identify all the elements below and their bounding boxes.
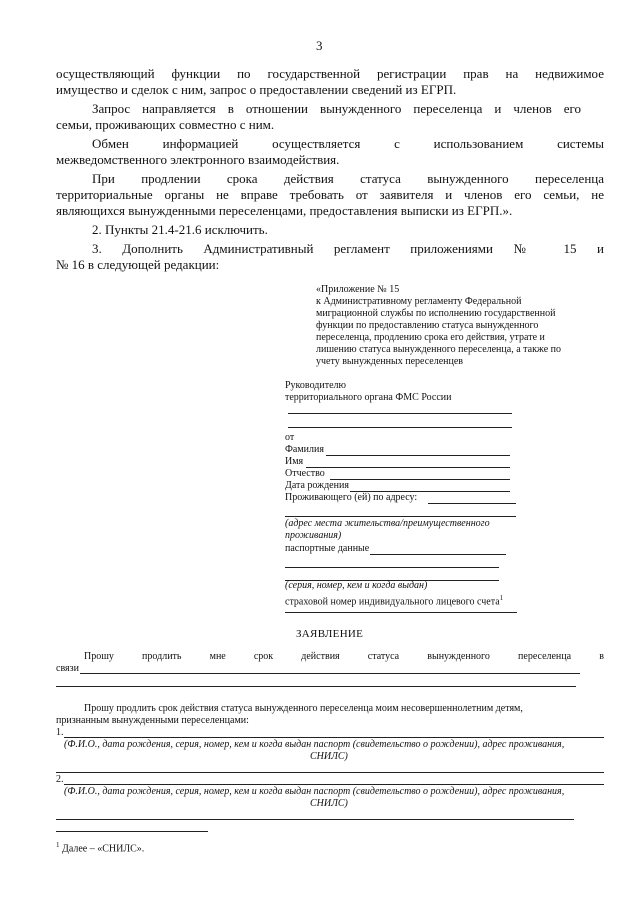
child-fill-line: [64, 784, 604, 785]
statement-word: переселенца: [518, 651, 572, 662]
statement-title: ЗАЯВЛЕНИЕ: [296, 628, 364, 640]
child-fill-line: [64, 737, 604, 738]
appendix-line: к Административному регламенту Федеральной: [316, 296, 522, 307]
appendix-line: переселенца, продлению срока его действия, утрате и: [316, 332, 545, 343]
surname-line: [326, 455, 510, 456]
footnote: [56, 839, 144, 855]
statement-p2: Прошу продлить срок действия статуса вынужденного переселенца моим несовершеннолетним детям,: [84, 703, 523, 714]
child-note: (Ф.И.О., дата рождения, серия, номер, кем и когда выдан паспорт (свидетельство о рождении), адрес проживания,: [64, 739, 565, 750]
footnote-mark: 1: [56, 841, 60, 849]
from-label: от: [285, 432, 295, 443]
body-line: являющихся вынужденными переселенцами, предоставления выписки из ЕГРП.».: [56, 203, 513, 218]
statement-word: продлить: [142, 651, 182, 662]
child-item-number: 2.: [56, 774, 64, 785]
passport-line: [370, 554, 506, 555]
passport-line: [285, 567, 499, 568]
patronymic-line: [330, 479, 510, 480]
statement-fill-line: [80, 673, 580, 674]
child-fill-line: [56, 772, 604, 773]
page-number: 3: [316, 38, 323, 53]
patronymic-label: Отчество: [285, 468, 325, 479]
child-note: СНИЛС): [310, 798, 348, 809]
child-note: (Ф.И.О., дата рождения, серия, номер, кем и когда выдан паспорт (свидетельство о рождении), адрес проживания,: [64, 786, 565, 797]
body-line: 3. Дополнить Административный регламент приложениями № 15 и: [92, 241, 604, 256]
body-line: осуществляющий функции по государственной регистрации прав на недвижимое: [56, 66, 604, 81]
appendix-title: «Приложение № 15: [316, 284, 400, 295]
name-label: Имя: [285, 456, 304, 467]
body-line: семьи, проживающих совместно с ним.: [56, 117, 275, 132]
passport-label: паспортные данные: [285, 543, 370, 554]
name-line: [306, 467, 510, 468]
address-line: [285, 516, 516, 517]
statement-word: мне: [209, 651, 226, 662]
footnote-text: Далее – «СНИЛС».: [62, 843, 145, 855]
body-line: Запрос направляется в отношении вынужденного переселенца и членов его: [92, 101, 581, 116]
child-fill-line: [56, 819, 574, 820]
statement-fill-line: [56, 686, 576, 687]
addressee-label: территориального органа ФМС России: [285, 392, 452, 403]
child-item-number: 1.: [56, 727, 64, 738]
addressee-label: Руководителю: [285, 380, 346, 391]
appendix-line: лишению статуса вынужденного переселенца, а также по: [316, 344, 561, 355]
statement-word: действия: [301, 651, 340, 662]
footnote-separator: [56, 831, 208, 832]
statement-p1-line2: связи: [56, 663, 79, 674]
body-line: территориальные органы не вправе требовать от заявителя и членов его семьи, не: [56, 187, 604, 202]
address-line: [428, 503, 516, 504]
addressee-line: [288, 413, 512, 414]
passport-note: (серия, номер, кем и когда выдан): [285, 580, 428, 591]
statement-word: в: [599, 651, 604, 662]
snils-line: [285, 612, 517, 613]
statement-p2: признанным вынужденными переселенцами:: [56, 715, 249, 726]
birth-date-label: Дата рождения: [285, 480, 349, 491]
body-line: 2. Пункты 21.4-21.6 исключить.: [92, 222, 268, 237]
address-note: проживания): [285, 530, 342, 541]
statement-word: Прошу: [84, 651, 114, 662]
statement-word: вынужденного: [427, 651, 490, 662]
appendix-line: учету вынужденных переселенцев: [316, 356, 463, 367]
address-note: (адрес места жительства/преимущественного: [285, 518, 490, 529]
body-line: № 16 в следующей редакции:: [56, 257, 220, 272]
body-line: Обмен информацией осуществляется с использованием системы: [92, 136, 604, 151]
body-line: межведомственного электронного взаимодействия.: [56, 152, 340, 167]
snils-label: страховой номер индивидуального лицевого счета$^1$: [285, 594, 504, 608]
statement-word: статуса: [367, 651, 400, 662]
appendix-line: функции по предоставлению статуса вынужденного: [316, 320, 539, 331]
surname-label: Фамилия: [285, 444, 324, 455]
address-label: Проживающего (ей) по адресу:: [285, 492, 418, 503]
body-line: При продлении срока действия статуса вынужденного переселенца: [92, 171, 604, 186]
body-line: имущество и сделок с ним, запрос о предоставлении сведений из ЕГРП.: [56, 82, 457, 97]
addressee-line: [288, 427, 512, 428]
appendix-line: миграционной службы по исполнению государственной: [316, 308, 556, 319]
footnote-ref: 1: [499, 594, 504, 602]
statement-word: срок: [253, 651, 274, 662]
child-note: СНИЛС): [310, 751, 348, 762]
statement-p1: [84, 651, 604, 663]
